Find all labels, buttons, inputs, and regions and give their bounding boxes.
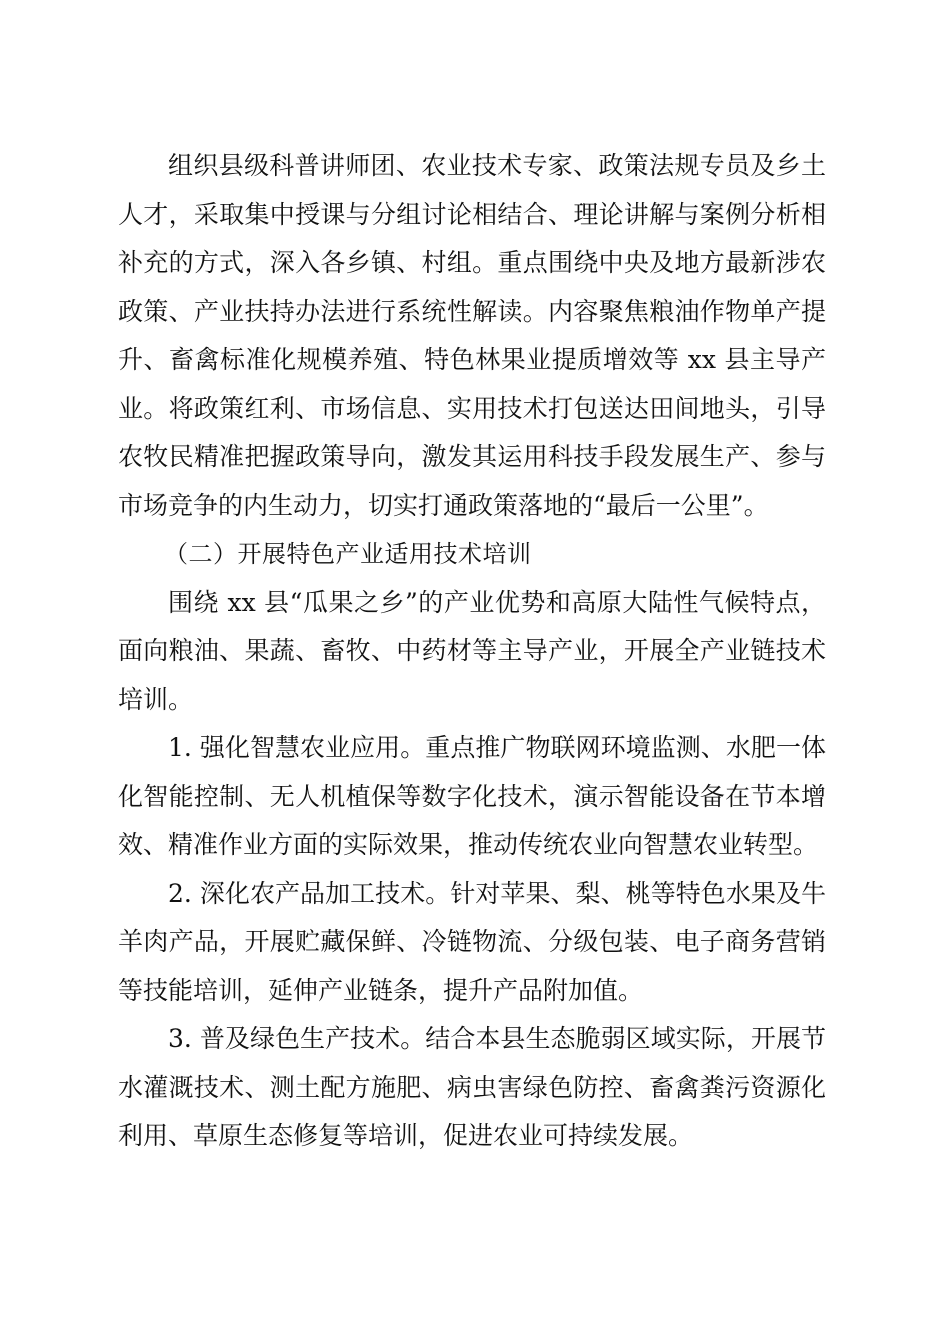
paragraph-green-production: 3. 普及绿色生产技术。结合本县生态脆弱区域实际，开展节水灌溉技术、测土配方施肥、病虫害绿色防控、畜禽粪污资源化利用、草原生态修复等培训，促进农业可持续发展。 [118,1024,826,1150]
paragraph-smart-agriculture: 1. 强化智慧农业应用。重点推广物联网环境监测、水肥一体化智能控制、无人机植保等数字化技术，演示智能设备在节本增效、精准作业方面的实际效果，推动传统农业向智慧农业转型。 [118,733,826,859]
document-body [118,142,826,1161]
paragraph-industry-training-intro: 围绕 xx 县“瓜果之乡”的产业优势和高原大陆性气候特点，面向粮油、果蔬、畜牧、中药材等主导产业，开展全产业链技术培训。 [118,587,826,714]
paragraph-policy-lecture: 组织县级科普讲师团、农业技术专家、政策法规专员及乡土人才，采取集中授课与分组讨论相结合、理论讲解与案例分析相补充的方式，深入各乡镇、村组。重点围绕中央及地方最新涉农政策、产业扶持办法进行系统性解读。内容聚焦粮油作物单产提升、畜禽标准化规模养殖、特色林果业提质增效等 xx 县主导产业。将政策红利、市场信息、实用技术打包送达田间地头，引导农牧民精准把握政策导向，激发其运用科技手段发展生产、参与市场竞争的内生动力，切实打通政策落地的“最后一公里”。 [118,151,826,520]
paragraph-processing-technology: 2. 深化农产品加工技术。针对苹果、梨、桃等特色水果及牛羊肉产品，开展贮藏保鲜、冷链物流、分级包装、电子商务营销等技能培训，延伸产业链条，提升产品附加值。 [118,878,826,1005]
section-heading-2: （二）开展特色产业适用技术培训 [164,540,532,568]
